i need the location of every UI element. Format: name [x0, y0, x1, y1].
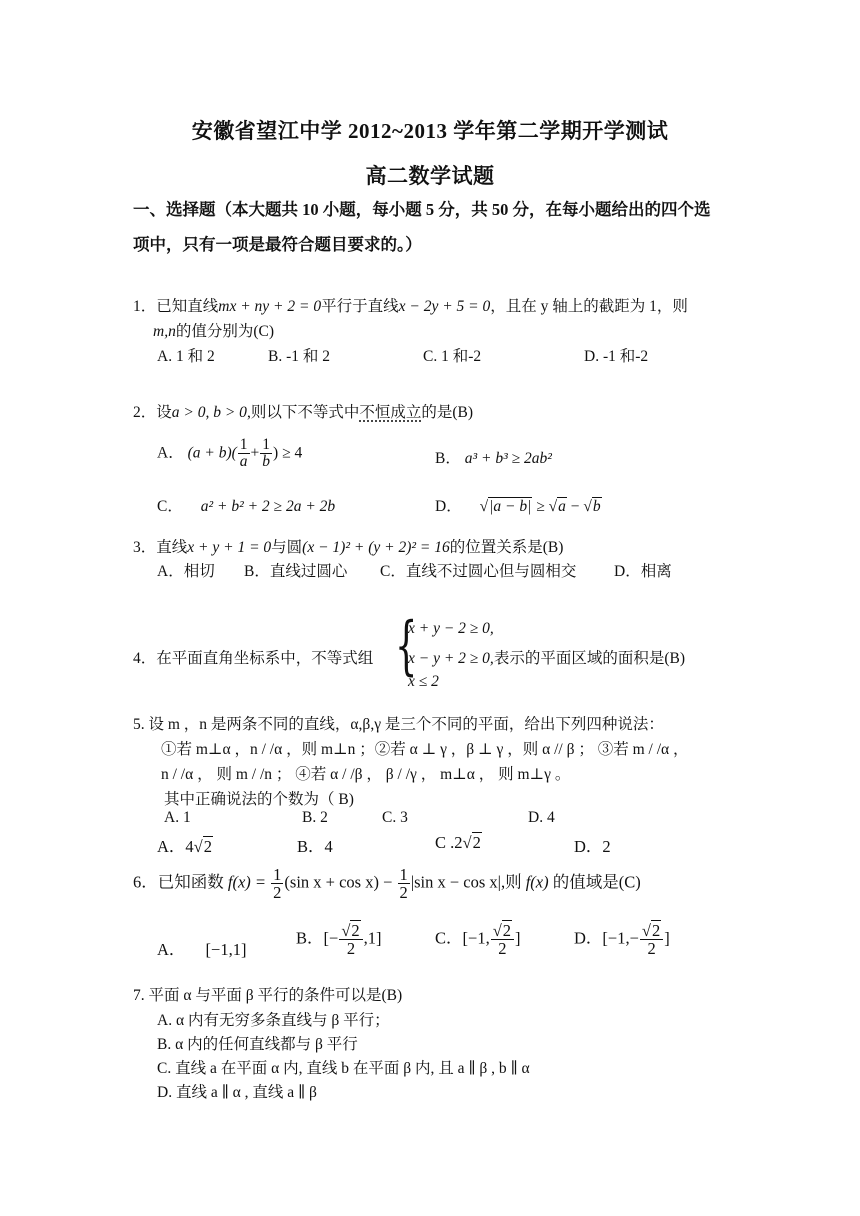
q6-a-label: A． [157, 940, 186, 959]
q6-b-post: ,1] [363, 928, 382, 948]
q5-line-4: 其中正确说法的个数为（ B) [164, 791, 354, 808]
q6-b-rad: 2 [351, 921, 360, 940]
q4-sys-2: x − y + 2 ≥ 0, [408, 650, 494, 667]
q2-a-frac-1 [238, 437, 250, 471]
page-title: 安徽省望江中学 2012~2013 学年第二学期开学测试 [191, 119, 669, 143]
q1-text-c: ，且在 y 轴上的截距为 1，则 [490, 298, 688, 315]
q1-text-d: 的值分别为(C) [175, 323, 274, 340]
q1-option-a: A. 1 和 2 [157, 348, 215, 365]
q5-line-1: 5. 设 m ，n 是两条不同的直线，α,β,γ 是三个不同的平面，给出下列四种说法： [133, 716, 664, 733]
q4-sys-3: x ≤ 2 [408, 673, 439, 690]
q6-option-d [574, 922, 670, 958]
q1-option-b: B. -1 和 2 [268, 348, 331, 365]
q1-option-d: D. -1 和-2 [584, 348, 649, 365]
q2-a-frac-2-num: 1 [262, 436, 271, 453]
q7-stem: 7. 平面 α 与平面 β 平行的条件可以是(B) [133, 987, 403, 1004]
q2-a-frac-2 [260, 437, 272, 471]
q4-system-line-3 [408, 673, 439, 691]
q3-text-a: 3．直线 [133, 539, 188, 556]
q2-a-label: A． [157, 444, 184, 462]
q6-b-den: 2 [346, 939, 356, 959]
q6-fx2: f(x) [525, 872, 549, 892]
q4-text-b: 表示的平面区域的面积是(B) [493, 650, 685, 667]
q5-alt-c-rad: 2 [472, 833, 481, 852]
q3-text-c: 的位置关系是(B) [449, 539, 564, 556]
page-subtitle: 高二数学试题 [365, 164, 495, 188]
q2-text-b: ,则以下不等式中 [246, 404, 360, 421]
q5-option-a: A. 1 [164, 809, 191, 826]
q2-b-expr: a³ + b³ ≥ 2ab² [464, 450, 552, 467]
question-6-stem [133, 866, 641, 902]
q6-text-b: ,则 [500, 872, 522, 892]
q2-a-frac-2-den: b [262, 453, 271, 471]
q6-mid: (sin x + cos x) − [284, 872, 393, 892]
q2-text-c: 的是(B) [421, 404, 474, 421]
q2-condition: a > 0, b > 0 [171, 404, 247, 421]
q5-line-2: ①若 m⊥α ，n / /α ，则 m⊥n ；②若 α ⊥ γ ，β ⊥ γ ，则 α // β ； ③若 m / /α ， [161, 741, 689, 758]
q7-option-c: C. 直线 a 在平面 α 内, 直线 b 在平面 β 内, 且 a ∥ β , b ∥ α [157, 1060, 530, 1077]
q6-abs: |sin x − cos x| [410, 872, 501, 892]
q7-option-b: B. α 内的任何直线都与 β 平行 [157, 1036, 358, 1053]
q4-system-line-1 [408, 620, 494, 638]
q6-b-label: B． [296, 928, 324, 948]
q1-equation-2: x − 2y + 5 = 0 [398, 298, 491, 315]
q6-half-2-den: 2 [399, 883, 408, 903]
q4-text-a: 4．在平面直角坐标系中，不等式组 [133, 650, 374, 667]
q6-half-1 [271, 866, 283, 902]
q6-d-den: 2 [647, 939, 656, 959]
q4-brace: { [395, 609, 418, 683]
q6-half-2 [398, 866, 410, 902]
q1-text-a: 1．已知直线 [133, 298, 219, 315]
q3-option-b: B．直线过圆心 [244, 563, 348, 580]
q6-a-value: [−1,1] [205, 940, 247, 959]
q2-option-d: D． √|a − b| ≥ √a − √b [435, 498, 601, 515]
q5-alt-c-label: C . [435, 833, 455, 852]
q5-line-3: n / /α ， 则 m / /n ； ④若 α / /β ， β / /γ ， m⊥α ， 则 m⊥γ 。 [161, 766, 571, 783]
q1-text-b: 平行于直线 [321, 298, 399, 315]
q6-d-frac: $\frac{√2}{2}$ [640, 922, 663, 958]
q2-a-rhs: ) ≥ 4 [273, 444, 303, 462]
q2-option-c [157, 494, 335, 516]
q2-a-frac-1-num: 1 [239, 436, 248, 453]
q4-system-line-2 [408, 646, 685, 668]
section-heading-line1: 一、选择题（本大题共 10 小题，每小题 5 分，共 50 分，在每小题给出的四个选 [133, 200, 711, 219]
q5-alt-c-coef: 2 [454, 833, 463, 852]
q5-alt-a-rad: 2 [203, 837, 212, 856]
q6-b-pre: [− [323, 928, 339, 948]
q3-option-d: D．相离 [614, 563, 672, 580]
q6-option-a [157, 936, 246, 960]
q6-c-den: 2 [498, 939, 507, 959]
q2-option-a [157, 437, 302, 471]
q3-equation-circle: (x − 1)² + (y + 2)² = 16 [302, 539, 450, 556]
q6-c-label: C． [435, 928, 463, 948]
q6-d-label: D． [574, 928, 603, 948]
q2-d-minus: − [570, 498, 580, 515]
q5-alt-option-b: B．4 [297, 837, 333, 856]
question-1-stem [133, 294, 688, 316]
q2-c-expr: a² + b² + 2 ≥ 2a + 2b [200, 498, 336, 515]
question-2-stem [133, 400, 473, 422]
q2-a-plus: + [250, 444, 260, 462]
q5-alt-option-d: D．2 [574, 837, 611, 856]
q5-alt-option-a: A．4√2 [157, 837, 212, 856]
q6-half-1-num: 1 [273, 865, 282, 884]
q3-text-b: 与圆 [271, 539, 303, 556]
q2-option-b [435, 446, 552, 468]
q4-sys-1: x + y − 2 ≥ 0, [408, 620, 494, 637]
q5-option-b: B. 2 [302, 809, 328, 826]
q7-option-d: D. 直线 a ∥ α , 直线 a ∥ β [157, 1084, 317, 1101]
q1-option-c: C. 1 和-2 [423, 348, 482, 365]
question-1-stem-cont [153, 319, 274, 341]
q2-d-ge: ≥ [536, 498, 545, 515]
q2-d-label: D． [435, 498, 462, 515]
q3-equation-line: x + y + 1 = 0 [187, 539, 272, 556]
q6-half-1-den: 2 [273, 883, 282, 903]
q7-option-a: A. α 内有无穷多条直线与 β 平行； [157, 1012, 390, 1029]
q2-emphasis: 不恒成立 [359, 404, 422, 421]
q1-equation-1: mx + ny + 2 = 0 [218, 298, 322, 315]
q2-a-lhs: (a + b)( [187, 444, 237, 462]
q2-d-sqrt-a: a [558, 498, 566, 515]
q6-c-rad: 2 [502, 921, 512, 940]
q6-text-c: 的值域是(C) [552, 872, 641, 892]
question-3-stem [133, 535, 563, 557]
q6-c-post: ] [515, 928, 521, 948]
q6-option-c [435, 922, 521, 958]
q5-alt-a-label: A． [157, 837, 186, 856]
q6-d-post: ] [664, 928, 670, 948]
q6-d-pre: [−1,− [602, 928, 639, 948]
q2-text-a: 2．设 [133, 404, 172, 421]
q6-c-pre: [−1, [462, 928, 490, 948]
q5-option-d: D. 4 [528, 809, 555, 826]
q2-c-label: C． [157, 498, 183, 515]
q1-vars: m,n [153, 323, 176, 340]
q2-a-frac-1-den: a [239, 453, 248, 471]
q2-d-sqrt-b: b [592, 498, 601, 515]
q5-option-c: C. 3 [382, 809, 408, 826]
q6-d-rad: 2 [651, 921, 661, 940]
q2-d-abs: |a − b| [489, 498, 532, 515]
q3-option-c: C．直线不过圆心但与圆相交 [380, 563, 577, 580]
q3-option-a: A．相切 [157, 563, 215, 580]
section-heading-line2: 项中，只有一项是最符合题目要求的。） [133, 235, 422, 254]
q6-half-2-num: 1 [399, 865, 408, 884]
q6-option-b [296, 922, 382, 958]
q2-b-label: B． [435, 450, 461, 467]
q5-alt-a-coef: 4 [185, 837, 194, 856]
q6-c-frac: $\frac{√2}{2}$ [491, 922, 514, 958]
q6-text-a: 6．已知函数 [133, 872, 224, 892]
q5-alt-option-c: C .2√2 [435, 833, 481, 852]
q6-fx: f(x) = [227, 872, 267, 892]
q6-b-frac: $\frac{√2}{2}$ [339, 922, 362, 958]
